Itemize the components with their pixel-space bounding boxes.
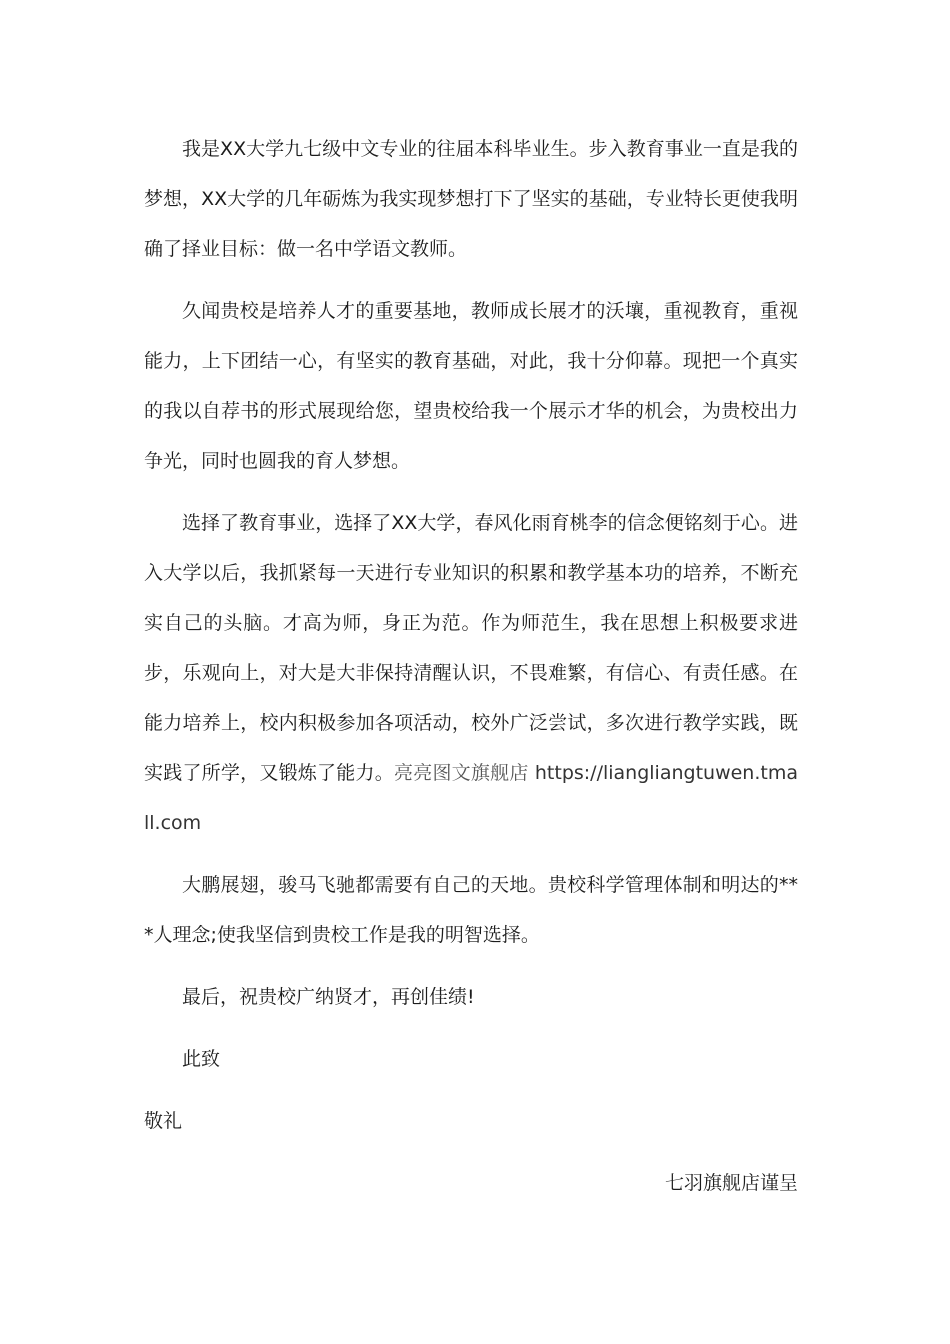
paragraph-school: 久闻贵校是培养人才的重要基地，教师成长展才的沃壤，重视教育，重视能力，上下团结一心，有坚实的教育基础，对此，我十分仰幕。现把一个真实的我以自荐书的形式展现给您，望贵校给我一个展示才华的机会，为贵校出力争光，同时也圆我的育人梦想。 (144, 300, 798, 472)
closing-wish: 最后，祝贵校广纳贤才，再创佳绩! (182, 986, 475, 1008)
paragraph-choice: 大鹏展翅，骏马飞驰都需要有自己的天地。贵校科学管理体制和明达的***人理念;使我坚信到贵校工作是我的明智选择。 (144, 874, 798, 946)
paragraph-experience-text: 选择了教育事业，选择了XX大学，春风化雨育桃李的信念便铭刻于心。进入大学以后，我抓紧每一天进行专业知识的积累和教学基本功的培养，不断充实自己的头脑。才高为师，身正为范。作为师范生，我在思想上积极要求进步，乐观向上，对大是大非保持清醒认识，不畏难繁，有信心、有责任感。在能力培养上，校内积极参加各项活动，校外广泛尝试，多次进行教学实践，既实践了所学，又锻炼了能力。 (144, 512, 798, 784)
salute: 敬礼 (144, 1110, 183, 1132)
shop-name: 亮亮图文旗舰店 (393, 762, 529, 784)
paragraph-intro: 我是XX大学九七级中文专业的往届本科毕业生。步入教育事业一直是我的梦想，XX大学的几年砺炼为我实现梦想打下了坚实的基础，专业特长更使我明确了择业目标：做一名中学语文教师。 (144, 138, 798, 260)
paragraph-experience (144, 498, 798, 848)
closing-to: 此致 (182, 1048, 221, 1070)
shop-url: https://liangliangtuwen.tmall.com (144, 762, 798, 834)
letter-body (144, 124, 798, 1208)
signature: 七羽旗舰店谨呈 (664, 1172, 798, 1194)
